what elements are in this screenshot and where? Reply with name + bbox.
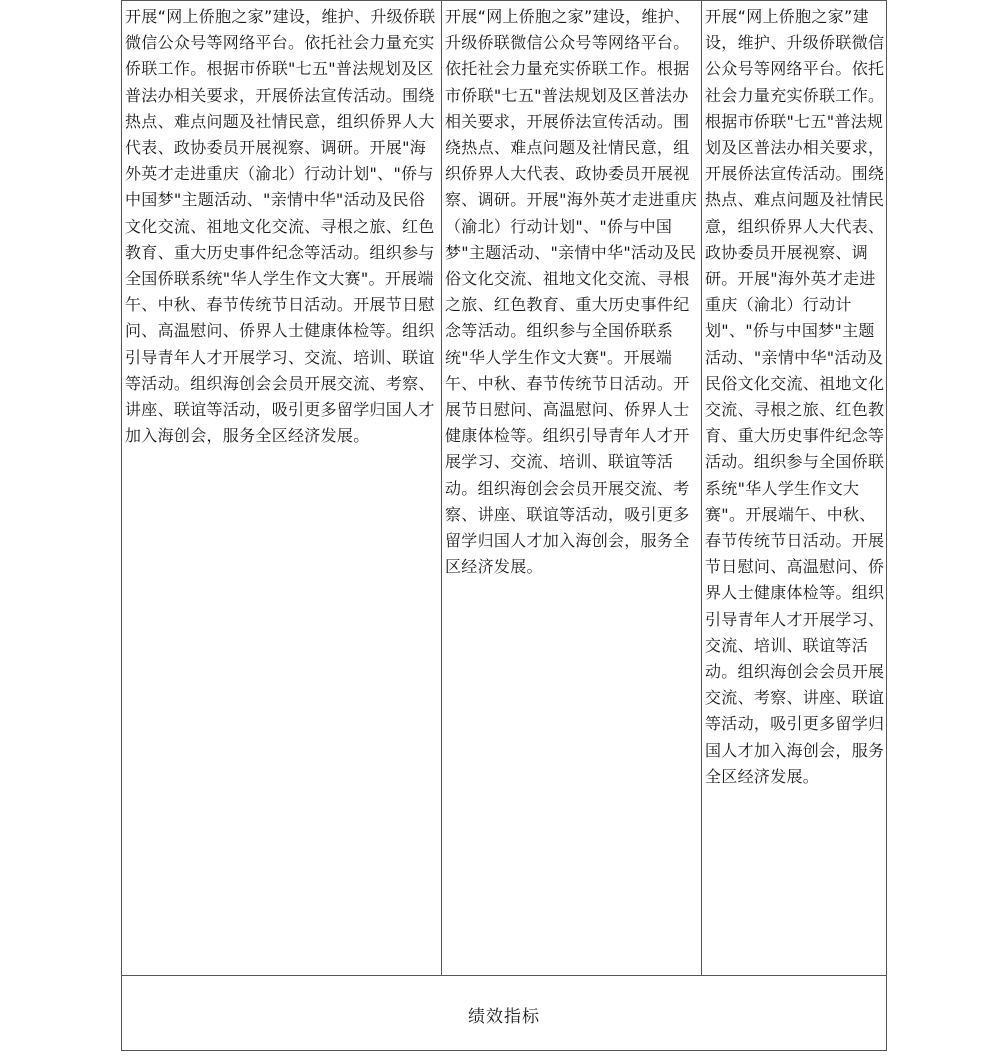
- cell-text: 开展“网上侨胞之家”建设，维护、升级侨联微信公众号等网络平台。依托社会力量充实侨联工作。根据市侨联"七五"普法规划及区普法办相关要求，开展侨法宣传活动。围绕热点、难点问题及社情民意，组织侨界人大代表、政协委员开展视察、调研。开展"海外英才走进重庆（渝北）行动计划"、"侨与中国梦"主题活动、"亲情中华"活动及民俗文化交流、祖地文化交流、寻根之旅、红色教育、重大历史事件纪念等活动。组织参与全国侨联系统"华人学生作文大赛"。开展端午、中秋、春节传统节日活动。开展节日慰问、高温慰问、侨界人士健康体检等。组织引导青年人才开展学习、交流、培训、联谊等活动。组织海创会会员开展交流、考察、讲座、联谊等活动，吸引更多留学归国人才加入海创会，服务全区经济发展。: [445, 7, 698, 577]
- cell-text: 开展“网上侨胞之家”建设，维护、升级侨联微信公众号等网络平台。依托社会力量充实侨联工作。根据市侨联"七五"普法规划及区普法办相关要求，开展侨法宣传活动。围绕热点、难点问题及社情民意，组织侨界人大代表、政协委员开展视察、调研。开展"海外英才走进重庆（渝北）行动计划"、"侨与中国梦"主题活动、"亲情中华"活动及民俗文化交流、祖地文化交流、寻根之旅、红色教育、重大历史事件纪念等活动。组织参与全国侨联系统"华人学生作文大赛"。开展端午、中秋、春节传统节日活动。开展节日慰问、高温慰问、侨界人士健康体检等。组织引导青年人才开展学习、交流、培训、联谊等活动。组织海创会会员开展交流、考察、讲座、联谊等活动，吸引更多留学归国人才加入海创会，服务全区经济发展。: [705, 7, 885, 786]
- performance-indicator-row: [122, 975, 886, 1050]
- cell-text: 开展“网上侨胞之家”建设，维护、升级侨联微信公众号等网络平台。依托社会力量充实侨联工作。根据市侨联"七五"普法规划及区普法办相关要求，开展侨法宣传活动。围绕热点、难点问题及社情民意，组织侨界人大代表、政协委员开展视察、调研。开展"海外英才走进重庆（渝北）行动计划"、"侨与中国梦"主题活动、"亲情中华"活动及民俗文化交流、祖地文化交流、寻根之旅、红色教育、重大历史事件纪念等活动。组织参与全国侨联系统"华人学生作文大赛"。开展端午、中秋、春节传统节日活动。开展节日慰问、高温慰问、侨界人士健康体检等。组织引导青年人才开展学习、交流、培训、联谊等活动。组织海创会会员开展交流、考察、讲座、联谊等活动，吸引更多留学归国人才加入海创会，服务全区经济发展。: [125, 7, 436, 446]
- performance-indicator-label: 绩效指标: [468, 1006, 540, 1027]
- table-cell-column-2: [442, 1, 702, 975]
- table-cell-column-3: [702, 1, 886, 975]
- performance-table: [121, 0, 887, 1051]
- table-cell-column-1: [122, 1, 442, 975]
